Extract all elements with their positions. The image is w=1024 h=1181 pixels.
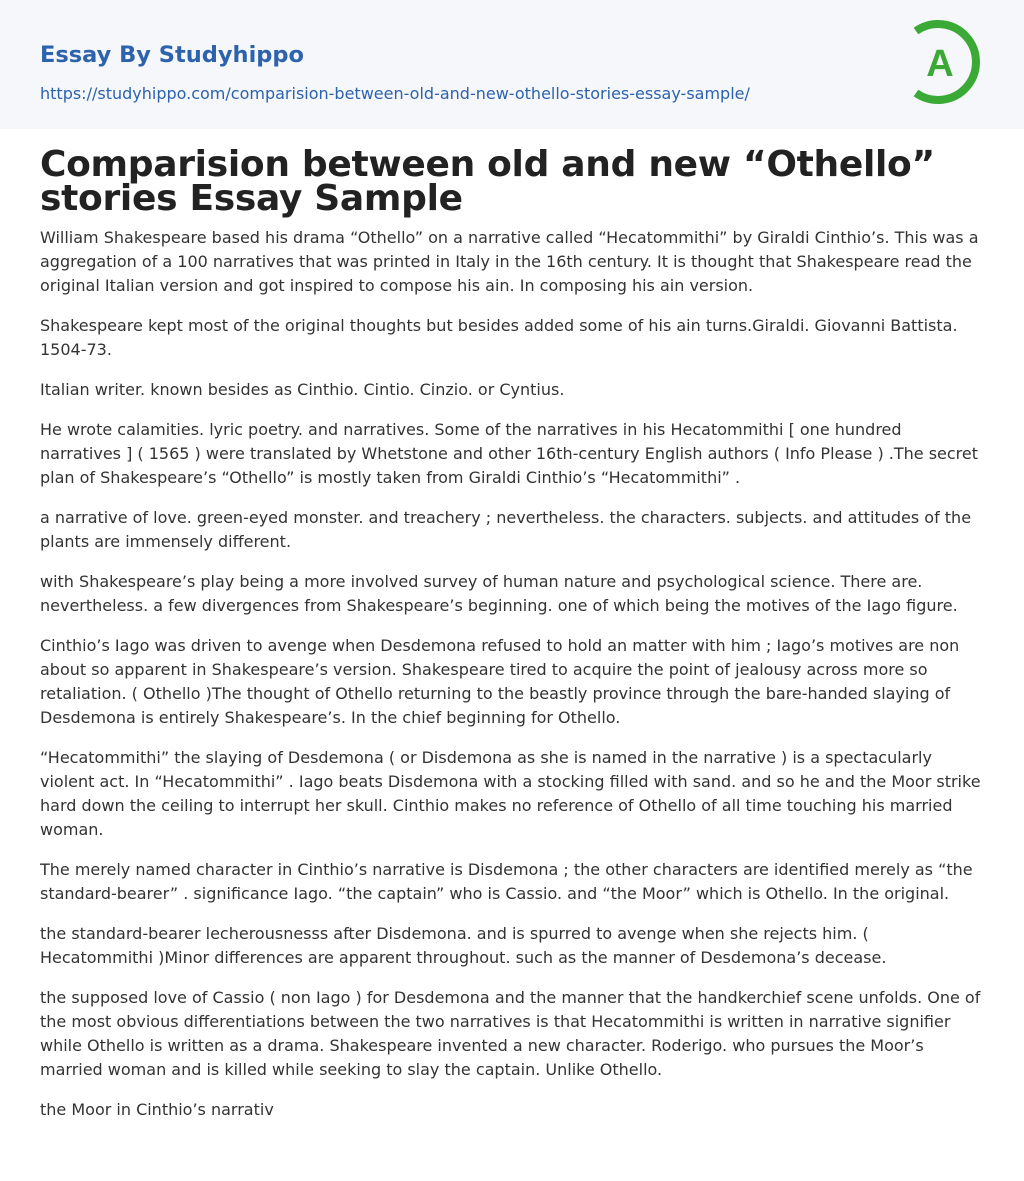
paragraph: the supposed love of Cassio ( non Iago ) for Desdemona and the manner that the handkerchief scene unfolds. One of the most obvious differentiations between the two narratives is that Hecatommithi is written in narrative signifier while Othello is written as a drama. Shakespeare invented a new character. Roderigo. who pursues the Moor’s married woman and is killed while seeking to slay the captain. Unlike Othello. bbox=[40, 988, 981, 1079]
paragraph: with Shakespeare’s play being a more involved survey of human nature and psychological science. There are. nevertheless. a few divergences from Shakespeare’s beginning. one of which being the motives of the Iago figure. bbox=[40, 572, 958, 615]
paragraph: Italian writer. known besides as Cinthio. Cintio. Cinzio. or Cyntius. bbox=[40, 380, 565, 399]
paragraph: Cinthio’s Iago was driven to avenge when Desdemona refused to hold an matter with him ; Iago’s motives are non about so apparent in Shakespeare’s version. Shakespeare tired to acquire the point of jealousy across more so retaliation. ( Othello )The thought of Othello returning to the beastly province through the bare-handed slaying of Desdemona is entirely Shakespeare’s. In the chief beginning for Othello. bbox=[40, 636, 960, 727]
paragraph: a narrative of love. green-eyed monster. and treachery ; nevertheless. the characters. subjects. and attitudes of the plants are immensely different. bbox=[40, 508, 972, 551]
site-logo[interactable] bbox=[910, 18, 988, 106]
paragraph: He wrote calamities. lyric poetry. and narratives. Some of the narratives in his Hecatommithi [ one hundred narratives ] ( 1565 ) were translated by Whetstone and other 16th-century English authors ( Info Please ) .The secret plan of Shakespeare’s “Othello” is mostly taken from Giraldi Cinthio’s “Hecatommithi” . bbox=[40, 420, 979, 487]
paragraph: the Moor in Cinthio’s narrativ bbox=[40, 1100, 274, 1119]
paragraph: the standard-bearer lecherousnesss after Disdemona. and is spurred to avenge when she rejects him. ( Hecatommithi )Minor differences are apparent throughout. such as the manner of Desdemona’s decease. bbox=[40, 924, 887, 967]
article-url-link[interactable]: https://studyhippo.com/comparision-between-old-and-new-othello-stories-essay-sample/ bbox=[40, 84, 750, 103]
site-header bbox=[0, 0, 1024, 129]
logo-letter: A bbox=[926, 43, 954, 85]
paragraph: The merely named character in Cinthio’s narrative is Disdemona ; the other characters are identified merely as “the standard-bearer” . significance Iago. “the captain” who is Cassio. and “the Moor” which is Othello. In the original. bbox=[40, 860, 973, 903]
paragraph: “Hecatommithi” the slaying of Desdemona ( or Disdemona as she is named in the narrative ) is a spectacularly violent act. In “Hecatommithi” . Iago beats Disdemona with a stocking filled with sand. and so he and the Moor strike hard down the ceiling to interrupt her skull. Cinthio makes no reference of Othello of all time touching his married woman. bbox=[40, 748, 981, 839]
paragraph: William Shakespeare based his drama “Othello” on a narrative called “Hecatommithi” by Giraldi Cinthio’s. This was a aggregation of a 100 narratives that was printed in Italy in the 16th century. It is thought that Shakespeare read the original Italian version and got inspired to compose his ain. In composing his ain version. bbox=[40, 228, 979, 295]
article-body bbox=[40, 226, 984, 1122]
page-title: Comparision between old and new “Othello” stories Essay Sample bbox=[40, 144, 935, 219]
paragraph: Shakespeare kept most of the original thoughts but besides added some of his ain turns.Giraldi. Giovanni Battista. 1504-73. bbox=[40, 316, 958, 359]
logo-ring-icon bbox=[910, 18, 988, 106]
article bbox=[40, 144, 984, 1138]
site-title[interactable]: Essay By Studyhippo bbox=[40, 42, 304, 68]
